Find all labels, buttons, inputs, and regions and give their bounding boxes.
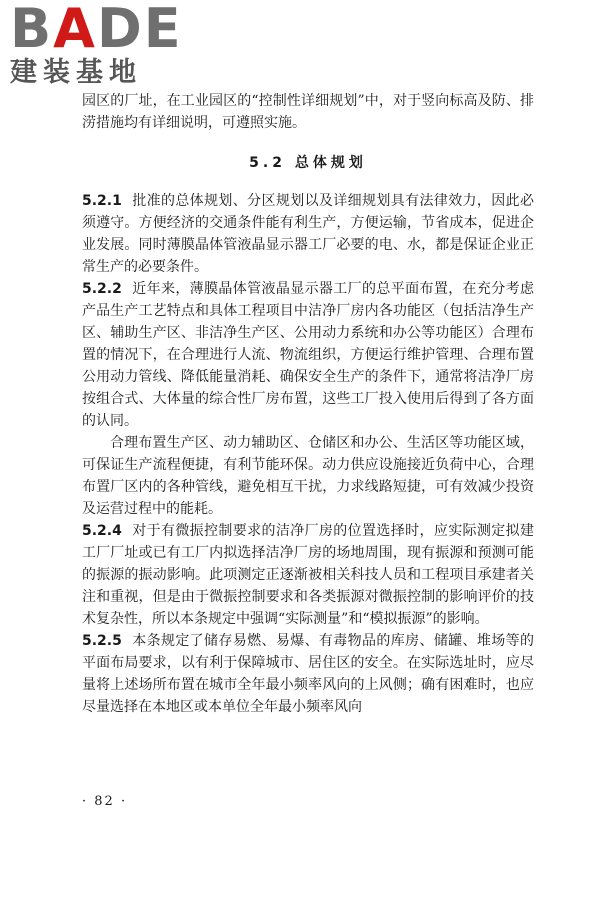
paragraph-after-5-2-2: 合理布置生产区、动力辅助区、仓储区和办公、生活区等功能区域，可保证生产流程便捷，有利节能环保。动力供应设施接近负荷中心，合理布置厂区内的各种管线，避免相互干扰，力求线路短捷，可有效减少投资及运营过程中的能耗。 <box>82 435 534 517</box>
intro-paragraph: 园区的厂址，在工业园区的“控制性详细规划”中，对于竖向标高及防、排涝措施均有详细说明，可遵照实施。 <box>82 93 534 131</box>
clause-number: 5.2.2 <box>82 281 122 297</box>
logo <box>10 2 190 90</box>
clause-number: 5.2.1 <box>82 193 122 209</box>
clause-text: 本条规定了储存易燃、易爆、有毒物品的库房、储罐、堆场等的平面布局要求，以有利于保障城市、居住区的安全。在实际选址时，应尽量将上述场所布置在城市全年最小频率风向的上风侧；确有困难时，也应尽量选择在本地区或本单位全年最小频率风向 <box>82 633 534 715</box>
clause-number: 5.2.4 <box>82 523 122 539</box>
logo-mark <box>10 0 190 60</box>
clause-number: 5.2.5 <box>82 633 122 649</box>
logo-mark-accent: A <box>53 0 97 60</box>
clause-5-2-4 <box>82 520 534 630</box>
page-body <box>82 90 534 718</box>
clause-text: 对于有微振控制要求的洁净厂房的位置选择时，应实际测定拟建工厂厂址或已有工厂内拟选择洁净厂房的场地周围，现有振源和预测可能的振源的振动影响。此项测定正逐渐被相关科技人员和工程项目承建者关注和重视，但是由于微振控制要求和各类振源对微振控制的影响评价的技术复杂性，所以本条规定中强调“实际测量”和“模拟振源”的影响。 <box>82 523 534 627</box>
page-number: · 82 · <box>82 794 128 809</box>
logo-mark-part1: B <box>10 0 54 60</box>
clause-5-2-1 <box>82 190 534 278</box>
clause-text: 批准的总体规划、分区规划以及详细规划具有法律效力，因此必须遵守。方便经济的交通条件能有利生产，方便运输，节省成本，促进企业发展。同时薄膜晶体管液晶显示器工厂必要的电、水，都是保证企业正常生产的必要条件。 <box>82 193 534 275</box>
clause-text: 近年来，薄膜晶体管液晶显示器工厂的总平面布置，在充分考虑产品生产工艺特点和具体工程项目中洁净厂房内各功能区（包括洁净生产区、辅助生产区、非洁净生产区、公用动力系统和办公等功能区）合理布置的情况下，在合理进行人流、物流组织，方便运行维护管理、合理布置公用动力管线、降低能量消耗、确保安全生产的条件下，通常将洁净厂房按组合式、大体量的综合性厂房布置，这些工厂投入使用后得到了各方面的认同。 <box>82 281 534 429</box>
logo-subtitle: 建装基地 <box>10 57 142 88</box>
clause-5-2-2 <box>82 278 534 432</box>
clause-5-2-5 <box>82 630 534 718</box>
logo-mark-part2: DE <box>96 0 183 60</box>
section-heading: 5.2 总体规划 <box>249 155 367 171</box>
